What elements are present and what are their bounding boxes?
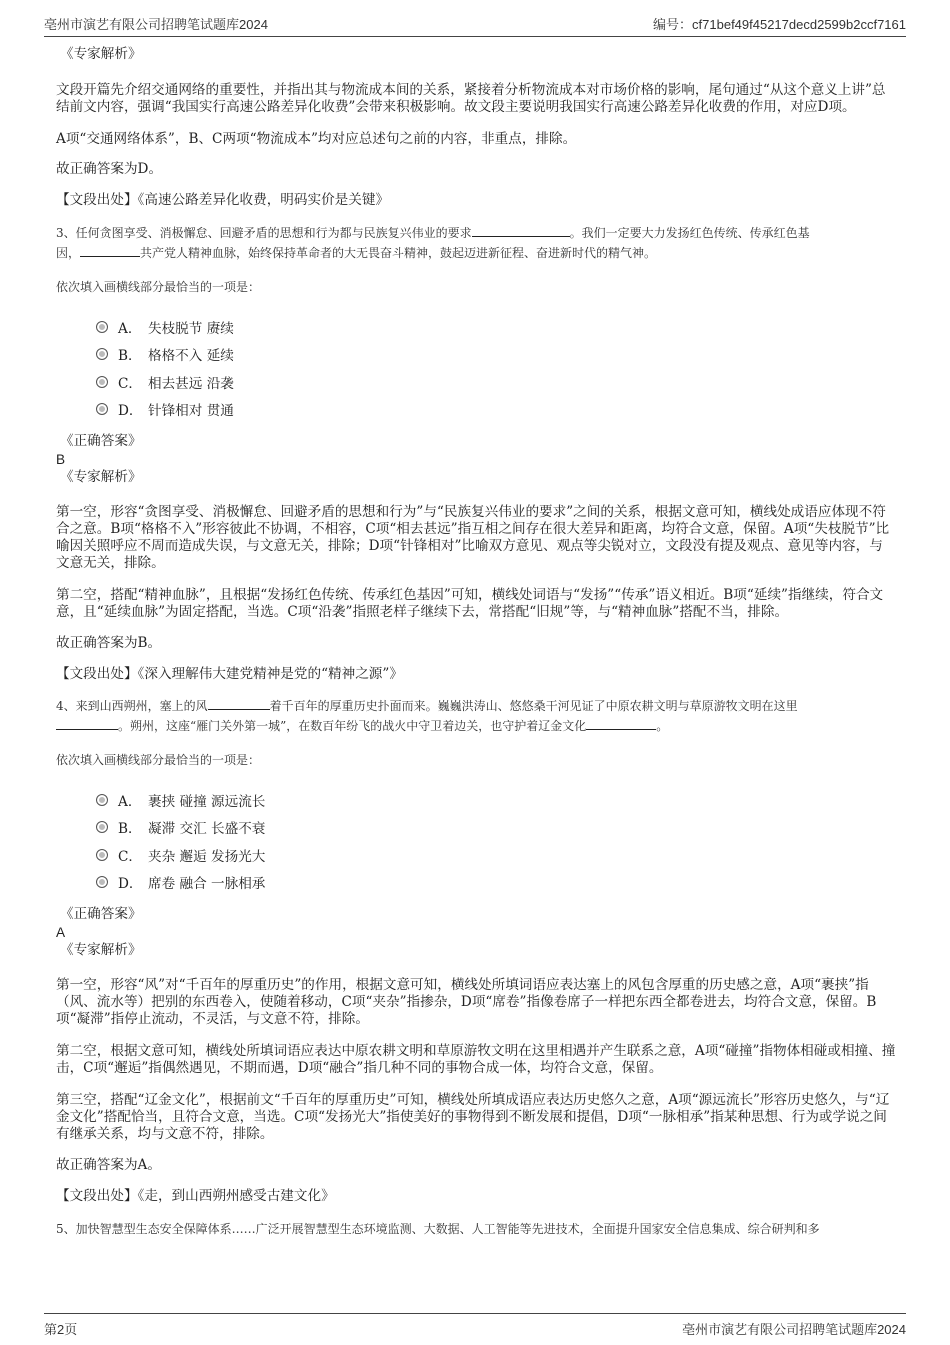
q4-analysis-para-2: 第二空，根据文意可知，横线处所填词语应表达中原农耕文明和草原游牧文明在这里相遇并产生联系之意，A项“碰撞”指物体相碰或相撞、撞击，C项“邂逅”指偶然遇见，不期而遇，D项“融合”指几种不同的事物合成一体，均符合文意，保留。	[56, 1043, 896, 1076]
q3-blank-2	[80, 244, 140, 257]
page-number: 第2页	[44, 1322, 78, 1337]
q3-option-d[interactable]	[96, 396, 896, 424]
page-content	[56, 46, 896, 1236]
q4-answer-line: 故正确答案为A。	[56, 1157, 161, 1173]
q3-option-b[interactable]	[96, 341, 896, 369]
q5-cut-text: 5、加快智慧型生态安全保障体系……广泛开展智慧型生态环境监测、大数据、人工智能等先进技术，全面提升国家安全信息集成、综合研判和多	[56, 1222, 820, 1236]
q3-correct-label: 《正确答案》	[60, 433, 142, 449]
option-letter: A．	[118, 793, 142, 810]
q3-analysis-para-1: 第一空，形容“贪图享受、消极懈怠、回避矛盾的思想和行为”与“民族复兴伟业的要求”之间的关系，根据文意可知，横线处成语应体现不符合之意。B项“格格不入”形容彼此不协调，不相容，C项“相去甚远”指互相之间存在很大差异和距离，均符合文意，保留。A项“失枝脱节”比喻因关照呼应不周而造成失误，与文意无关，排除；D项“针锋相对”比喻双方意见、观点等尖锐对立，文段没有提及观点、意见等内容，与文意无关，排除。	[56, 504, 890, 571]
q3-stem-part: 。我们一定要大力发扬红色传统、传承红色基	[569, 226, 810, 240]
q3-analysis-label: 《专家解析》	[60, 469, 142, 485]
page-header	[44, 14, 906, 37]
q3-stem	[56, 223, 896, 263]
q3-stem-part: 共产党人精神血脉，始终保持革命者的大无畏奋斗精神，鼓起迈进新征程、奋进新时代的精气神。	[140, 246, 657, 260]
radio-icon[interactable]	[96, 849, 108, 861]
q4-analysis-para-1: 第一空，形容“风”对“千百年的厚重历史”的作用，根据文意可知，横线处所填词语应表达塞上的风包含厚重的历史感之意，A项“裹挟”指（风、流水等）把别的东西卷入，使随着移动，C项“夹杂”指掺杂，D项“席卷”指像卷席子一样把东西全都卷进去，均符合文意，保留。B项“凝滞”指停止流动，不灵活，与文意不符，排除。	[56, 977, 877, 1027]
option-text: 夹杂 邂逅 发扬光大	[148, 848, 266, 865]
q4-prompt: 依次填入画横线部分最恰当的一项是：	[56, 753, 261, 767]
q4-correct-answer: A	[56, 925, 66, 940]
radio-icon[interactable]	[96, 321, 108, 333]
q4-options	[56, 786, 896, 896]
option-letter: A．	[118, 320, 142, 337]
q2-analysis-label: 《专家解析》	[60, 46, 142, 62]
q4-blank-3	[586, 717, 656, 730]
q4-option-c[interactable]	[96, 841, 896, 869]
q3-option-a[interactable]	[96, 313, 896, 341]
radio-icon[interactable]	[96, 348, 108, 360]
radio-icon[interactable]	[96, 376, 108, 388]
radio-icon[interactable]	[96, 794, 108, 806]
q4-blank-2	[56, 717, 118, 730]
q4-blank-1	[208, 697, 270, 710]
q3-options	[56, 313, 896, 423]
option-letter: B．	[118, 821, 142, 838]
header-code: 编号：cf71bef49f45217decd2599b2ccf7161	[653, 17, 906, 32]
radio-icon[interactable]	[96, 403, 108, 415]
option-text: 格格不入 延续	[148, 348, 234, 365]
q3-source: 【文段出处】《深入理解伟大建党精神是党的“精神之源”》	[56, 666, 403, 682]
q4-option-b[interactable]	[96, 814, 896, 842]
option-letter: D．	[118, 403, 143, 420]
q4-stem-part: 4、来到山西朔州，塞上的风	[56, 699, 208, 713]
option-letter: B．	[118, 348, 142, 365]
option-letter: C．	[118, 375, 142, 392]
page-footer	[44, 1313, 906, 1338]
option-text: 针锋相对 贯通	[148, 403, 234, 420]
q3-answer-line: 故正确答案为B。	[56, 635, 162, 651]
q4-source: 【文段出处】《走，到山西朔州感受古建文化》	[56, 1188, 335, 1204]
option-letter: D．	[118, 876, 143, 893]
q3-prompt: 依次填入画横线部分最恰当的一项是：	[56, 280, 261, 294]
q4-stem	[56, 696, 896, 736]
q2-exclude: A项“交通网络体系”，B、C两项“物流成本”均对应总述句之前的内容，非重点，排除。	[56, 131, 577, 147]
header-title: 亳州市演艺有限公司招聘笔试题库2024	[44, 17, 268, 32]
q2-analysis: 文段开篇先介绍交通网络的重要性，并指出其与物流成本间的关系，紧接着分析物流成本对市场价格的影响，尾句通过“从这个意义上讲”总结前文内容，强调“我国实行高速公路差异化收费”会带来积极影响。故文段主要说明我国实行高速公路差异化收费的作用，对应D项。	[56, 82, 886, 115]
q2-answer-line: 故正确答案为D。	[56, 161, 163, 177]
q4-stem-part: 。	[656, 719, 669, 733]
q3-stem-part: 3、任何贪图享受、消极懈怠、回避矛盾的思想和行为都与民族复兴伟业的要求	[56, 226, 472, 240]
option-text: 失枝脱节 赓续	[148, 320, 234, 337]
q4-option-d[interactable]	[96, 869, 896, 897]
q5-cut-line	[56, 1219, 896, 1236]
q4-stem-part: 。朔州，这座“雁门关外第一城”，在数百年纷飞的战火中守卫着边关，也守护着辽金文化	[118, 719, 587, 733]
q3-analysis-para-2: 第二空，搭配“精神血脉”，且根据“发扬红色传统、传承红色基因”可知，横线处词语与“发扬”“传承”语义相近。B项“延续”指继续，符合文意，且“延续血脉”为固定搭配，当选。C项“沿袭”指照老样子继续下去，常搭配“旧规”等，与“精神血脉”搭配不当，排除。	[56, 587, 884, 620]
q4-analysis-para-3: 第三空，搭配“辽金文化”，根据前文“千百年的厚重历史”可知，横线处所填成语应表达历史悠久之意，A项“源远流长”形容历史悠久，与“辽金文化”搭配恰当，且符合文意，当选。C项“发扬光大”指使美好的事物得到不断发展和提倡，D项“一脉相承”指某种思想、行为或学说之间有继承关系，均与文意不符，排除。	[56, 1092, 890, 1142]
q2-source: 【文段出处】《高速公路差异化收费，明码实价是关键》	[56, 192, 390, 208]
option-text: 相去甚远 沿袭	[148, 375, 234, 392]
footer-title: 亳州市演艺有限公司招聘笔试题库2024	[682, 1322, 906, 1337]
radio-icon[interactable]	[96, 876, 108, 888]
radio-icon[interactable]	[96, 821, 108, 833]
q3-option-c[interactable]	[96, 368, 896, 396]
option-text: 席卷 融合 一脉相承	[148, 876, 266, 893]
q3-stem-part: 因，	[56, 246, 81, 260]
q4-correct-label: 《正确答案》	[60, 906, 142, 922]
option-text: 凝滞 交汇 长盛不衰	[148, 821, 266, 838]
option-text: 裹挟 碰撞 源远流长	[148, 793, 266, 810]
q3-correct-answer: B	[56, 452, 66, 467]
q3-blank-1	[472, 224, 570, 237]
q4-option-a[interactable]	[96, 786, 896, 814]
q4-analysis-label: 《专家解析》	[60, 942, 142, 958]
q4-stem-part: 着千百年的厚重历史扑面而来。巍巍洪涛山、悠悠桑干河见证了中原农耕文明与草原游牧文明在这里	[269, 699, 798, 713]
option-letter: C．	[118, 848, 142, 865]
